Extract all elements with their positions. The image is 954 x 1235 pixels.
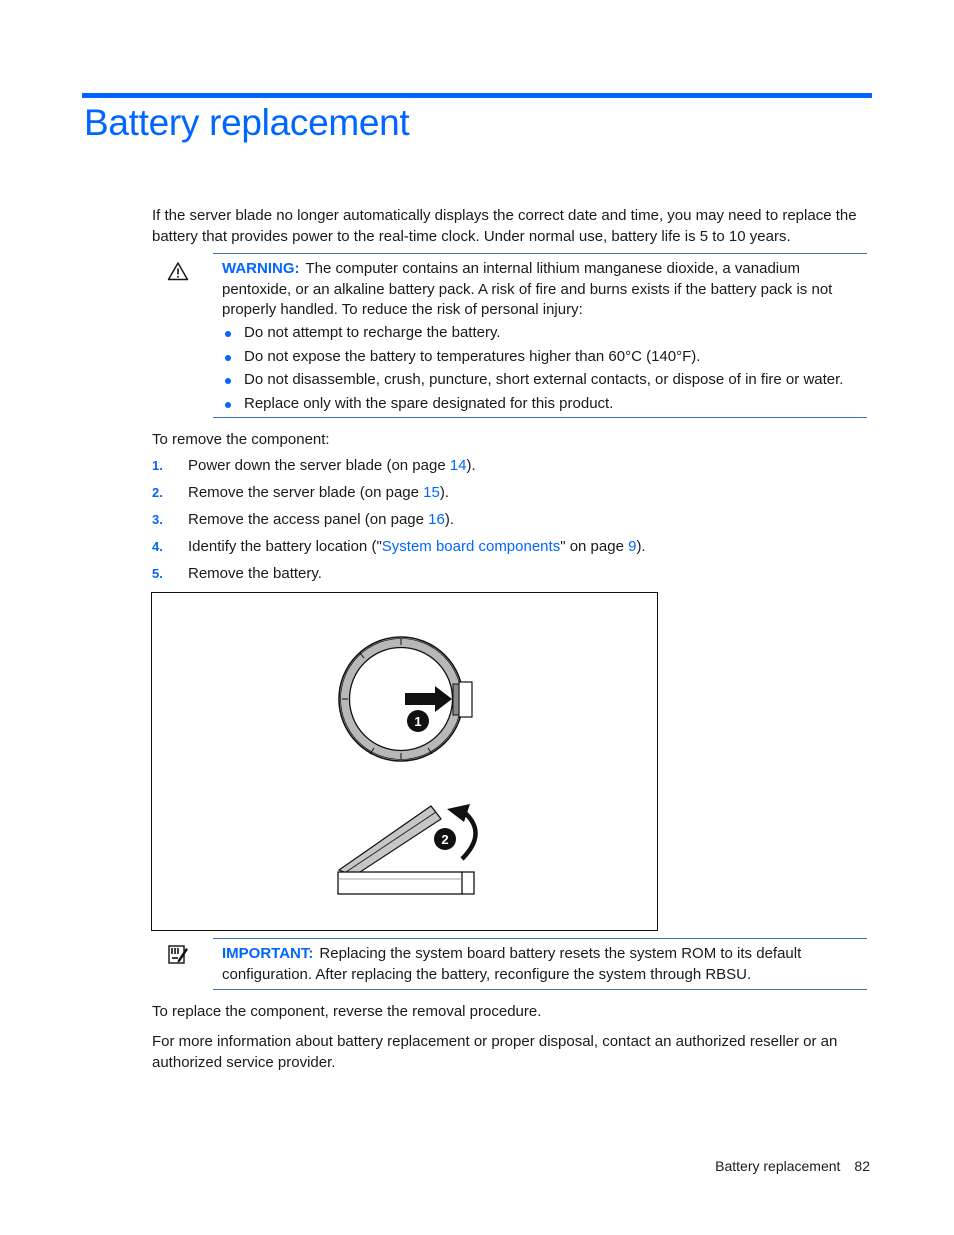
warning-callout — [213, 253, 867, 418]
bullet-icon — [225, 331, 231, 337]
important-body: Replacing the system board battery resets the system ROM to its default configuration. After replacing the battery, reconfigure the system through RBSU. — [222, 945, 802, 983]
title-rule — [82, 93, 872, 98]
page-link[interactable]: 16 — [428, 511, 445, 528]
battery-removal-figure — [151, 592, 658, 931]
bullet-icon — [225, 355, 231, 361]
step-4: 4. Identify the battery location ("System board components" on page 9). — [152, 536, 867, 563]
list-item: Do not disassemble, crush, puncture, short external contacts, or dispose of in fire or water. — [222, 368, 862, 392]
step-number: 5. — [152, 566, 163, 581]
footer-page-number: 82 — [854, 1158, 870, 1174]
intro-paragraph: If the server blade no longer automatically displays the correct date and time, you may need to replace the battery that provides power to the real-time clock. Under normal use, battery life is 5 to 10 years. — [152, 207, 857, 245]
warning-body: The computer contains an internal lithium manganese dioxide, a vanadium pentoxide, or an alkaline battery pack. A risk of fire and burns exists if the battery pack is not properly handled. To reduce the risk of personal injury: — [222, 260, 833, 318]
page-link[interactable]: 9 — [628, 538, 637, 555]
page-footer — [715, 1158, 870, 1174]
important-callout — [213, 938, 867, 990]
system-board-components-link[interactable]: System board components — [381, 538, 561, 555]
page-link[interactable]: 14 — [449, 457, 467, 474]
callout-2-label: 2 — [441, 832, 449, 847]
step-3: 3. Remove the access panel (on page 16). — [152, 509, 867, 536]
callout-1-marker — [407, 710, 429, 732]
procedure-steps — [152, 455, 867, 590]
warning-icon — [167, 261, 189, 281]
warning-label: WARNING: — [222, 260, 300, 277]
step-number: 1. — [152, 458, 163, 473]
step-number: 4. — [152, 539, 163, 554]
important-note-icon — [167, 943, 189, 965]
important-label: IMPORTANT: — [222, 945, 314, 962]
callout-2-marker — [434, 828, 456, 850]
list-item: Do not expose the battery to temperatures higher than 60°C (140°F). — [222, 345, 862, 369]
list-item: Do not attempt to recharge the battery. — [222, 321, 862, 345]
step-1: 1. Power down the server blade (on page 14). — [152, 455, 867, 482]
important-text — [222, 944, 862, 985]
step-2: 2. Remove the server blade (on page 15). — [152, 482, 867, 509]
bullet-icon — [225, 378, 231, 384]
page-link[interactable]: 15 — [423, 484, 440, 501]
outro-paragraph-2: For more information about battery replacement or proper disposal, contact an authorized reseller or an authorized service provider. — [152, 1033, 838, 1071]
bullet-icon — [225, 402, 231, 408]
page-title: Battery replacement — [84, 102, 410, 143]
step-number: 3. — [152, 512, 163, 527]
battery-side-view — [338, 806, 474, 894]
battery-illustration — [152, 593, 657, 930]
steps-intro: To remove the component: — [152, 431, 330, 448]
callout-1-label: 1 — [414, 714, 422, 729]
warning-text — [222, 259, 862, 321]
footer-section-title: Battery replacement — [715, 1158, 841, 1174]
step-number: 2. — [152, 485, 163, 500]
outro-paragraph-1: To replace the component, reverse the removal procedure. — [152, 1003, 542, 1020]
step-5: 5. Remove the battery. — [152, 563, 867, 590]
warning-bullet-list — [222, 321, 862, 415]
list-item: Replace only with the spare designated for this product. — [222, 392, 862, 416]
